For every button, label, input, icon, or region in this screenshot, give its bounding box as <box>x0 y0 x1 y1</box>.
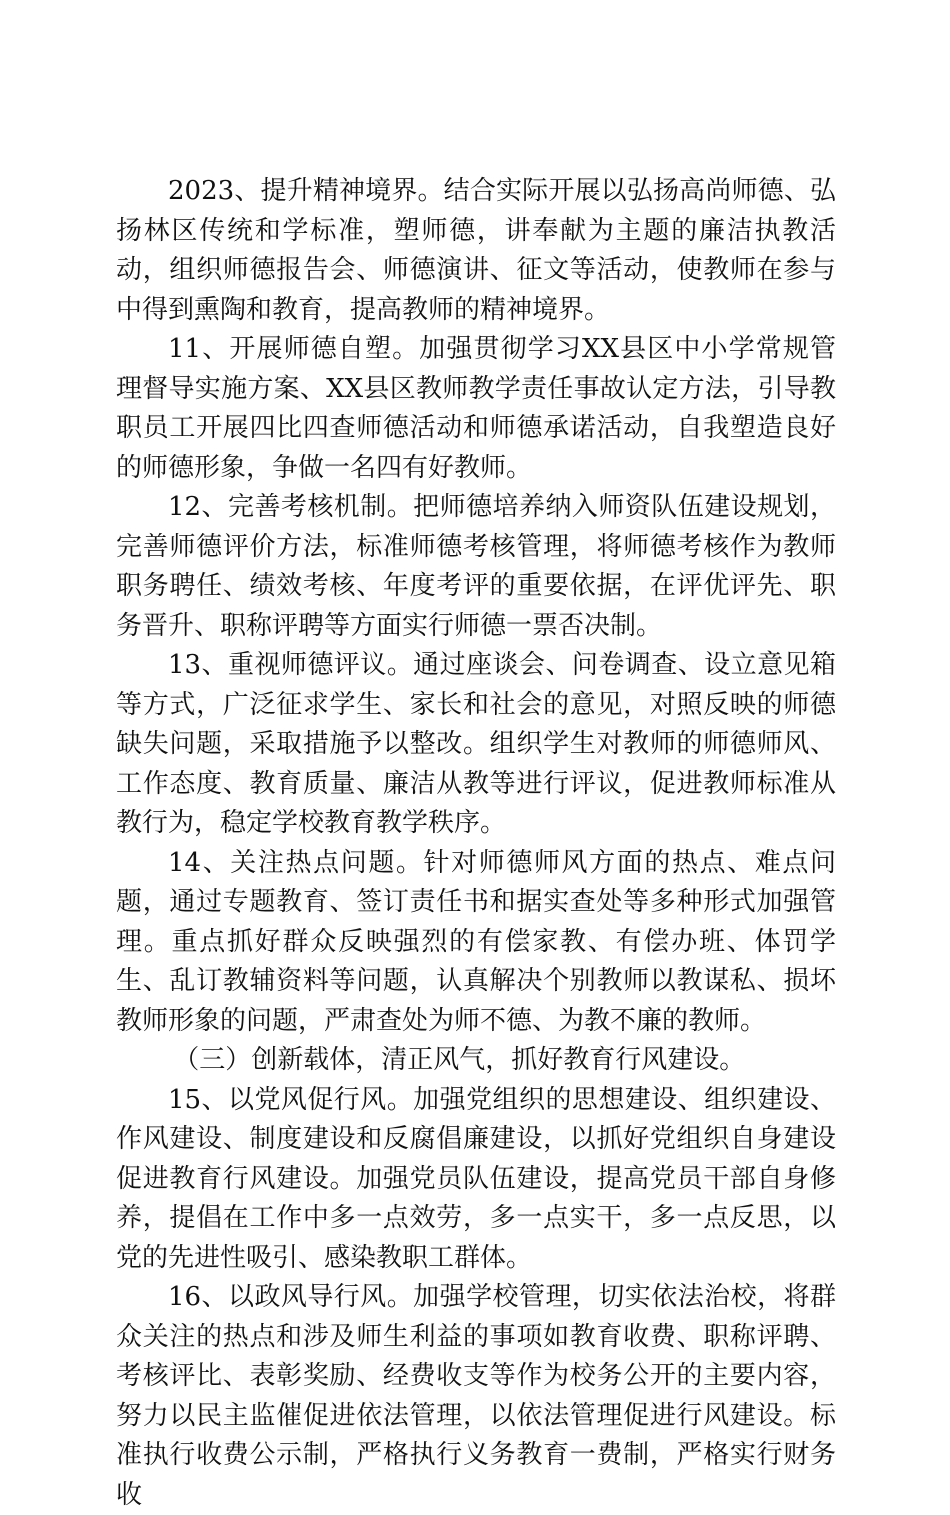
paragraph-11: 11、开展师德自塑。加强贯彻学习XX县区中小学常规管理督导实施方案、XX县区教师教学责任事故认定方法，引导教职员工开展四比四查师德活动和师德承诺活动，自我塑造良好的师德形象，争做一名四有好教师。 <box>116 334 836 483</box>
paragraph-12: 12、完善考核机制。把师德培养纳入师资队伍建设规划，完善师德评价方法，标准师德考核管理，将师德考核作为教师职务聘任、绩效考核、年度考评的重要依据，在评优评先、职务晋升、职称评聘等方面实行师德一票否决制。 <box>116 492 836 641</box>
paragraph-16: 16、以政风导行风。加强学校管理，切实依法治校，将群众关注的热点和涉及师生利益的事项如教育收费、职称评聘、考核评比、表彰奖励、经费收支等作为校务公开的主要内容，努力以民主监催促进依法管理，以依法管理促进行风建设。标准执行收费公示制，严格执行义务教育一费制，严格实行财务收 <box>116 1282 836 1510</box>
paragraph-14: 14、关注热点问题。针对师德师风方面的热点、难点问题，通过专题教育、签订责任书和据实查处等多种形式加强管理。重点抓好群众反映强烈的有偿家教、有偿办班、体罚学生、乱订教辅资料等问题，认真解决个别教师以教谋私、损坏教师形象的问题，严肃查处为师不德、为教不廉的教师。 <box>116 847 836 1036</box>
paragraph-2023: 2023、提升精神境界。结合实际开展以弘扬高尚师德、弘扬林区传统和学标准，塑师德，讲奉献为主题的廉洁执教活动，组织师德报告会、师德演讲、征文等活动，使教师在参与中得到熏陶和教育，提高教师的精神境界。 <box>116 176 836 325</box>
section-heading: （三）创新载体，清正风气，抓好教育行风建设。 <box>173 1045 746 1075</box>
body-text <box>116 172 836 1515</box>
paragraph-15: 15、以党风促行风。加强党组织的思想建设、组织建设、作风建设、制度建设和反腐倡廉建设，以抓好党组织自身建设促进教育行风建设。加强党员队伍建设，提高党员干部自身修养，提倡在工作中多一点效劳，多一点实干，多一点反思，以党的先进性吸引、感染教职工群体。 <box>116 1084 836 1273</box>
paragraph-13: 13、重视师德评议。通过座谈会、问卷调查、设立意见箱等方式，广泛征求学生、家长和社会的意见，对照反映的师德缺失问题，采取措施予以整改。组织学生对教师的师德师风、工作态度、教育质量、廉洁从教等进行评议，促进教师标准从教行为，稳定学校教育教学秩序。 <box>116 650 836 838</box>
